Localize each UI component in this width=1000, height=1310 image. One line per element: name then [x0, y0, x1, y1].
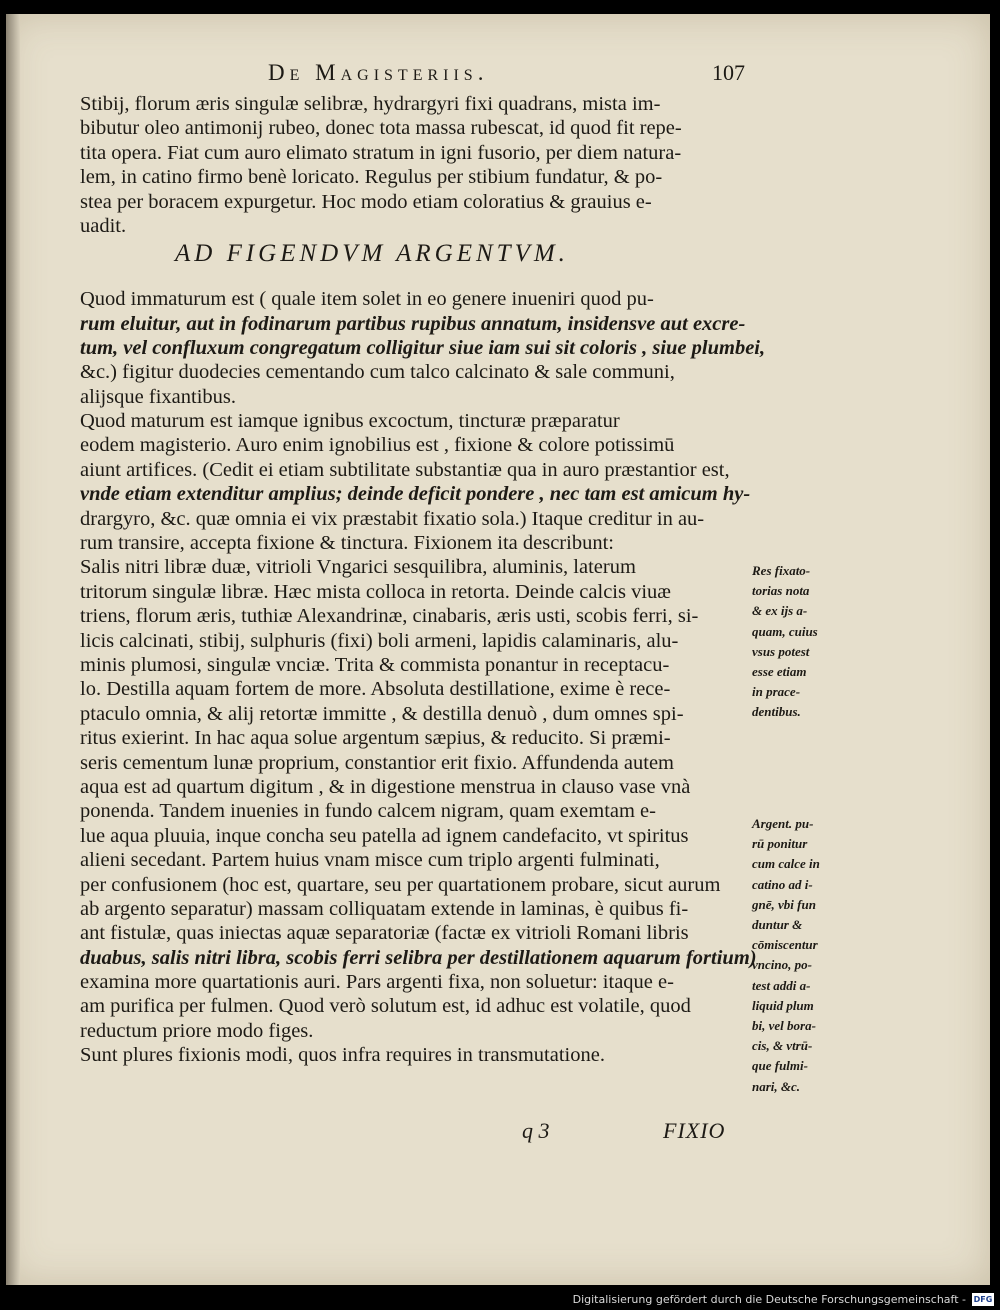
page-number: 107	[712, 60, 745, 85]
catchword: FIXIO	[663, 1118, 726, 1143]
text-line: drargyro, &c. quæ omnia ei vix præstabit fixatio sola.) Itaque creditur in au-	[80, 507, 705, 530]
text-line: bibutur oleo antimonij rubeo, donec tota massa rubescat, id quod fit repe-	[80, 117, 682, 140]
marginal-note-line: cis, & vtrū-	[752, 1038, 813, 1054]
text-line: licis calcinati, stibij, sulphuris (fixi) boli armeni, lapidis calaminaris, alu-	[80, 629, 679, 652]
text-line: tum, vel confluxum congregatum colligitur siue iam sui sit coloris , siue plumbei,	[80, 336, 766, 359]
marginal-note-line: torias nota	[752, 583, 810, 599]
text-line: tita opera. Fiat cum auro elimato stratum in igni fusorio, per diem natura-	[80, 141, 682, 164]
text-line: triens, florum æris, tuthiæ Alexandrinæ, cinabaris, æris usti, scobis ferri, si-	[80, 605, 699, 628]
text-line: duabus, salis nitri libra, scobis ferri selibra per destillationem aquarum fortium)	[80, 946, 757, 969]
marginal-note-line: test addi a-	[752, 977, 811, 993]
text-line: minis plumosi, singulæ vnciæ. Trita & commista ponantur in receptacu-	[80, 653, 670, 676]
body-text	[80, 92, 766, 1068]
text-line: eodem magisterio. Auro enim ignobilius est , fixione & colore potissimū	[80, 434, 675, 457]
marginal-note-line: vsus potest	[752, 643, 810, 659]
marginal-note-fixatoria	[752, 561, 818, 723]
text-line: Salis nitri libræ duæ, vitrioli Vngarici sesquilibra, aluminis, laterum	[80, 556, 636, 579]
text-line: Sunt plures fixionis modi, quos infra requires in transmutatione.	[80, 1044, 605, 1067]
text-line: Quod immaturum est ( quale item solet in eo genere inueniri quod pu-	[80, 288, 654, 311]
text-line: rum transire, accepta fixione & tinctura. Fixionem ita describunt:	[80, 532, 614, 555]
text-line: tritorum singulæ libræ. Hæc mista colloca in retorta. Deinde calcis viuæ	[80, 580, 671, 603]
marginal-note-line: esse etiam	[752, 664, 807, 680]
marginal-note-line: catino ad i-	[752, 876, 813, 892]
section-heading: AD FIGENDVM ARGENTVM.	[175, 240, 569, 267]
marginal-note-line: gnē, vbi fun	[752, 896, 816, 912]
text-line: ponenda. Tandem inuenies in fundo calcem nigram, quam exemtam e-	[80, 800, 656, 823]
text-line: stea per boracem expurgetur. Hoc modo etiam coloratius & grauius e-	[80, 190, 652, 213]
text-line: lem, in catino firmo benè loricato. Regulus per stibium fundatur, & po-	[80, 166, 663, 189]
text-line: reductum priore modo figes.	[80, 1019, 314, 1042]
text-line: ritus exierint. In hac aqua solue argentum sæpius, & reducito. Si præmi-	[80, 727, 671, 750]
marginal-note-line: nari, &c.	[752, 1078, 801, 1094]
text-line: vnde etiam extenditur amplius; deinde deficit pondere , nec tam est amicum hy-	[80, 483, 751, 506]
marginal-note-line: que fulmi-	[752, 1058, 808, 1074]
marginal-note-line: quam, cuius	[752, 623, 818, 639]
text-line: alijsque fixantibus.	[80, 385, 237, 408]
digitization-footer	[573, 1291, 994, 1308]
text-line: examina more quartationis auri. Pars argenti fixa, non soluetur: itaque e-	[80, 971, 674, 994]
running-head: De Magisteriis.	[268, 60, 489, 85]
marginal-note-line: cōmiscentur	[752, 937, 818, 953]
marginal-note-line: liquid plum	[752, 997, 814, 1013]
text-line: uadit.	[80, 214, 127, 237]
marginal-note-line: & ex ijs a-	[752, 603, 808, 619]
text-line: &c.) figitur duodecies cementando cum talco calcinato & sale communi,	[80, 361, 675, 384]
text-line: seris cementum lunæ proprium, constantior erit fixio. Affundenda autem	[80, 751, 674, 774]
text-line: ab argento separatur) massam colliquatam extende in laminas, è quibus fi-	[80, 897, 689, 920]
marginal-note-line: bi, vel bora-	[752, 1018, 816, 1034]
marginal-note-line: rū ponitur	[752, 836, 808, 852]
marginal-note-line: duntur &	[752, 917, 803, 933]
dfg-logo: DFG	[973, 1295, 993, 1304]
marginal-note-line: vncino, po-	[752, 957, 812, 973]
signature-mark: q 3	[522, 1118, 550, 1143]
page-gutter	[6, 14, 20, 1285]
text-line: Quod maturum est iamque ignibus excoctum, tincturæ præparatur	[80, 410, 620, 433]
marginal-note-line: Argent. pu-	[752, 816, 814, 831]
text-line: aqua est ad quartum digitum , & in digestione menstrua in clauso vase vnà	[80, 775, 691, 798]
marginal-note-line: dentibus.	[752, 704, 801, 720]
text-line: Stibij, florum æris singulæ selibræ, hydrargyri fixi quadrans, mista im-	[80, 93, 661, 115]
text-line: ptaculo omnia, & alij retortæ immitte , & destilla denuò , dum omnes spi-	[80, 702, 684, 725]
text-line: am purifica per fulmen. Quod verò solutum est, id adhuc est volatile, quod	[80, 995, 691, 1018]
text-line: rum eluitur, aut in fodinarum partibus rupibus annatum, insidensve aut excre-	[80, 312, 746, 335]
text-line: aiunt artifices. (Cedit ei etiam subtilitate substantiæ qua in auro præstantior est,	[80, 458, 730, 481]
text-line: alieni secedant. Partem huius vnam misce cum triplo argenti fulminati,	[80, 849, 660, 872]
text-line: per confusionem (hoc est, quartare, seu per quartationem probare, sicut aurum	[80, 873, 721, 896]
text-line: lue aqua pluuia, inque concha seu patella ad ignem candefacito, vt spiritus	[80, 824, 689, 847]
marginal-note-argentum	[752, 814, 820, 1097]
marginal-note-line: Res fixato-	[752, 563, 811, 578]
marginal-note-line: cum calce in	[752, 856, 820, 872]
marginal-note-line: in prace-	[752, 684, 801, 700]
footer-text: Digitalisierung gefördert durch die Deutsche Forschungsgemeinschaft -	[572, 1293, 966, 1306]
text-line: ant fistulæ, quas iniectas aquæ separatoriæ (factæ ex vitrioli Romani libris	[80, 922, 689, 945]
text-line: lo. Destilla aquam fortem de more. Absoluta destillatione, exime è rece-	[80, 678, 671, 701]
